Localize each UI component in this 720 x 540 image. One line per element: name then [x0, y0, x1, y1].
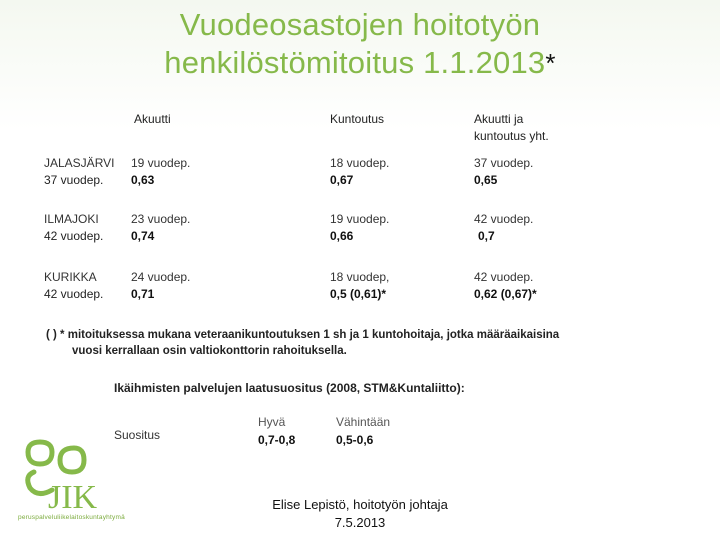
- slide-title: [100, 6, 620, 82]
- table-row-hospital: [44, 211, 103, 245]
- author-footer: [250, 496, 470, 532]
- author-date: 7.5.2013: [334, 515, 386, 530]
- recommendation-good-value: 0,7-0,8: [258, 433, 296, 447]
- recommendation-good-header: Hyvä: [258, 415, 286, 429]
- cell-duration: 37 vuodep.: [474, 156, 534, 170]
- cell-duration: 19 vuodep.: [131, 156, 191, 170]
- cell-duration: 42 vuodep.: [474, 270, 534, 284]
- header-combined-line-1: Akuutti ja: [474, 112, 524, 126]
- cell-duration: 18 vuodep.: [330, 156, 390, 170]
- footnote-line-2: vuosi kerrallaan osin valtiokonttorin rahoituksella.: [72, 345, 347, 357]
- title-line-1: Vuodeosastojen hoitotyön: [179, 7, 541, 42]
- recommendation-minimum-value: 0,5-0,6: [336, 433, 374, 447]
- cell-combined: [474, 211, 533, 245]
- cell-akuutti: [131, 269, 190, 303]
- header-akuutti: Akuutti: [134, 112, 171, 126]
- recommendation-minimum-header: Vähintään: [336, 415, 391, 429]
- footnote: [46, 327, 646, 359]
- cell-combined: [474, 269, 537, 303]
- cell-value: 0,66: [330, 229, 354, 243]
- cell-kuntoutus: [330, 211, 389, 245]
- table-row-hospital: [44, 269, 103, 303]
- cell-value: 0,63: [131, 173, 155, 187]
- title-line-2-text: henkilöstömitoitus 1.1.2013: [164, 45, 546, 80]
- footnote-line-1: ( ) * mitoituksessa mukana veteraanikuntoutuksen 1 sh ja 1 kuntohoitaja, jotka määräaikaisina: [46, 329, 560, 341]
- logo-tagline: peruspalveluliikelaitoskuntayhtymä: [18, 514, 125, 521]
- header-kuntoutus: Kuntoutus: [330, 112, 385, 126]
- hospital-name: JALASJÄRVI: [44, 156, 115, 170]
- header-combined: [474, 111, 549, 145]
- cell-duration: 18 vuodep,: [330, 270, 390, 284]
- cell-duration: 42 vuodep.: [474, 212, 534, 226]
- author-name: Elise Lepistö, hoitotyön johtaja: [272, 497, 448, 512]
- cell-combined: [474, 155, 533, 189]
- cell-value: 0,62 (0,67)*: [474, 287, 537, 301]
- cell-duration: 23 vuodep.: [131, 212, 191, 226]
- recommendation-minimum: [336, 413, 390, 449]
- recommendation-title: Ikäihmisten palvelujen laatusuositus (2008, STM&Kuntaliitto):: [114, 381, 465, 395]
- hospital-name: ILMAJOKI: [44, 212, 99, 226]
- cell-kuntoutus: [330, 269, 389, 303]
- hospital-name: KURIKKA: [44, 270, 97, 284]
- cell-value: 0,67: [330, 173, 354, 187]
- cell-kuntoutus: [330, 155, 389, 189]
- cell-duration: 24 vuodep.: [131, 270, 191, 284]
- title-asterisk: *: [545, 48, 556, 78]
- title-line-2: [100, 44, 620, 82]
- cell-akuutti: [131, 155, 190, 189]
- header-combined-line-2: kuntoutus yht.: [474, 129, 549, 143]
- hospital-beds: 37 vuodep.: [44, 173, 104, 187]
- table-row-hospital: [44, 155, 114, 189]
- hospital-beds: 42 vuodep.: [44, 229, 104, 243]
- cell-value: 0,71: [131, 287, 155, 301]
- cell-value: 0,7: [478, 229, 495, 243]
- cell-akuutti: [131, 211, 190, 245]
- cell-value: 0,65: [474, 173, 498, 187]
- cell-duration: 19 vuodep.: [330, 212, 390, 226]
- cell-value: 0,5 (0,61)*: [330, 287, 387, 301]
- logo-text: JIK: [48, 479, 98, 516]
- recommendation-good: [258, 413, 295, 449]
- recommendation-label: Suositus: [114, 428, 161, 442]
- hospital-beds: 42 vuodep.: [44, 287, 104, 301]
- cell-value: 0,74: [131, 229, 155, 243]
